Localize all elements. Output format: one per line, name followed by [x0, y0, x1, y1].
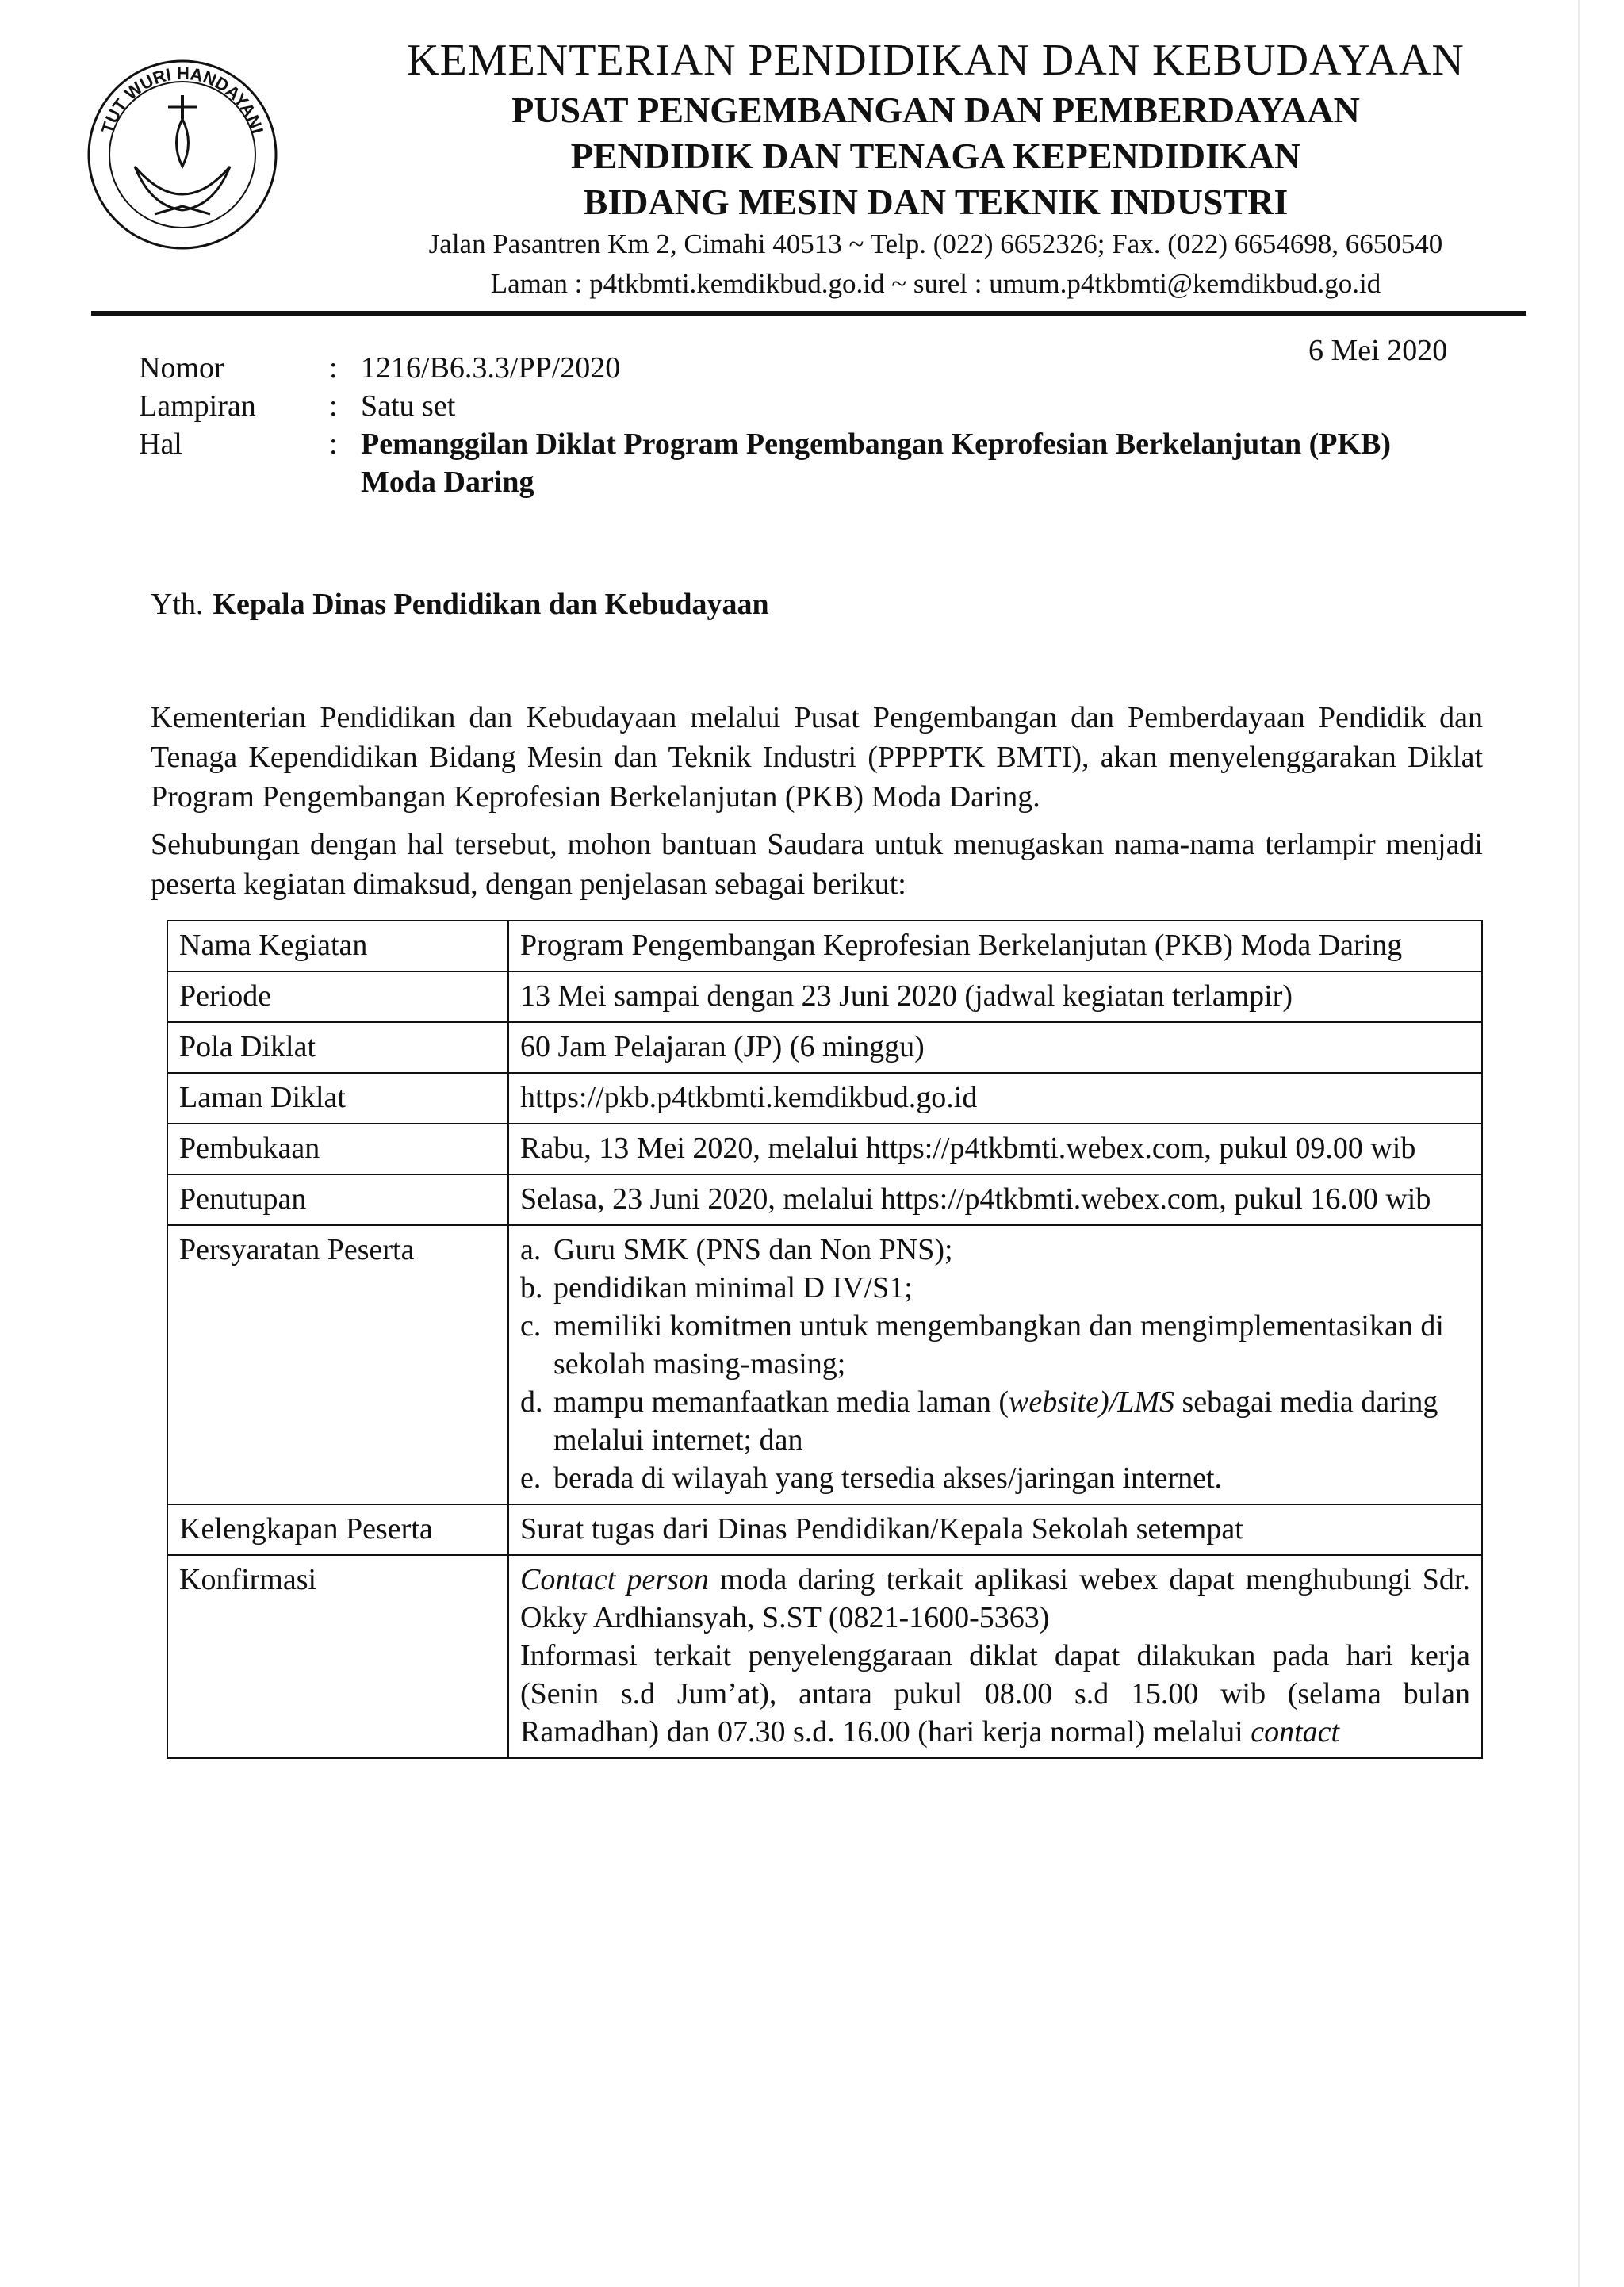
hal-value: Pemanggilan Diklat Program Pengembangan Keprofesian Berkelanjutan (PKB)	[361, 427, 1392, 461]
list-item	[520, 1269, 1470, 1307]
nama-kegiatan-value: Program Pengembangan Keprofesian Berkelanjutan (PKB) Moda Daring	[508, 921, 1482, 971]
letterhead-center-2: PENDIDIK DAN TENAGA KEPENDIDIKAN	[570, 136, 1301, 176]
requirement-d-italic: website)/LMS	[1009, 1385, 1174, 1419]
letterhead-address: Jalan Pasantren Km 2, Cimahi 40513 ~ Telp. (022) 6652326; Fax. (022) 6654698, 6650540	[428, 228, 1443, 259]
colon: :	[329, 427, 338, 461]
salutation-recipient: Kepala Dinas Pendidikan dan Kebudayaan	[213, 588, 769, 621]
penutupan-value: Selasa, 23 Juni 2020, melalui https://p4tkbmti.webex.com, pukul 16.00 wib	[508, 1174, 1482, 1225]
pola-diklat-label: Pola Diklat	[167, 1022, 508, 1073]
contact-italic: contact	[1251, 1715, 1340, 1749]
penutupan-label: Penutupan	[167, 1174, 508, 1225]
letterhead-ministry: KEMENTERIAN PENDIDIKAN DAN KEBUDAYAAN	[407, 36, 1465, 85]
requirement-d-1: mampu memanfaatkan media laman (	[553, 1385, 1009, 1419]
body-paragraph-1: Kementerian Pendidikan dan Kebudayaan melalui Pusat Pengembangan dan Pemberdayaan Pendidik dan Tenaga Kependidikan Bidang Mesin dan Teknik Industri (PPPPTK BMTI), akan menyelenggarakan Diklat Program Pengembangan Keprofesian Berkelanjutan (PKB) Moda Daring.	[151, 701, 1483, 814]
persyaratan-list-cell	[508, 1225, 1482, 1504]
persyaratan-label: Persyaratan Peserta	[167, 1225, 508, 1504]
requirement-c: memiliki komitmen untuk mengembangkan dan mengimplementasikan di sekolah masing-masing;	[553, 1309, 1444, 1381]
requirement-b: pendidikan minimal D IV/S1;	[553, 1271, 913, 1304]
table-row	[167, 971, 1482, 1022]
table-row	[167, 921, 1482, 971]
letterhead-web: Laman : p4tkbmti.kemdikbud.go.id ~ surel : umum.p4tkbmti@kemdikbud.go.id	[490, 268, 1381, 299]
lampiran-value: Satu set	[361, 389, 456, 423]
nomor-label: Nomor	[139, 351, 224, 385]
letter-date: 6 Mei 2020	[1308, 334, 1448, 367]
periode-value: 13 Mei sampai dengan 23 Juni 2020 (jadwal kegiatan terlampir)	[508, 971, 1482, 1022]
requirement-d-2: sebagai media daring melalui internet; dan	[553, 1385, 1438, 1457]
pembukaan-value: Rabu, 13 Mei 2020, melalui https://p4tkbmti.webex.com, pukul 09.00 wib	[508, 1124, 1482, 1174]
list-marker: b.	[520, 1271, 543, 1304]
periode-label: Periode	[167, 971, 508, 1022]
list-marker: e.	[520, 1461, 542, 1495]
logo-motto: TUT WURI HANDAYANI	[97, 63, 268, 136]
nama-kegiatan-label: Nama Kegiatan	[167, 921, 508, 971]
list-item	[520, 1459, 1470, 1497]
pola-diklat-value: 60 Jam Pelajaran (JP) (6 minggu)	[508, 1022, 1482, 1073]
tut-wuri-handayani-logo	[79, 48, 285, 254]
salutation-prefix: Yth.	[151, 588, 204, 621]
table-row	[167, 1555, 1482, 1758]
details-table	[167, 920, 1483, 1759]
colon: :	[329, 351, 338, 385]
list-marker: a.	[520, 1233, 542, 1266]
list-item	[520, 1383, 1470, 1459]
konfirmasi-label: Konfirmasi	[167, 1555, 508, 1758]
kelengkapan-value: Surat tugas dari Dinas Pendidikan/Kepala Sekolah setempat	[508, 1504, 1482, 1555]
info-text: Informasi terkait penyelenggaraan diklat dapat dilakukan pada hari kerja (Senin s.d Jum’at), antara pukul 08.00 s.d 15.00 wib (selama bulan Ramadhan) dan 07.30 s.d. 16.00 (hari kerja normal) melalui	[520, 1639, 1470, 1749]
table-row	[167, 1504, 1482, 1555]
konfirmasi-value	[508, 1555, 1482, 1758]
contact-person-text: moda daring terkait aplikasi webex dapat menghubungi Sdr. Okky Ardhiansyah, S.ST (0821-1600-5363)	[520, 1563, 1470, 1634]
list-item	[520, 1231, 1470, 1269]
salutation	[151, 587, 769, 622]
body-paragraph-2: Sehubungan dengan hal tersebut, mohon bantuan Saudara untuk menugaskan nama-nama terlampir menjadi peserta kegiatan dimaksud, dengan penjelasan sebagai berikut:	[151, 828, 1483, 901]
table-row	[167, 1022, 1482, 1073]
requirement-e: berada di wilayah yang tersedia akses/jaringan internet.	[553, 1461, 1223, 1495]
hal-label: Hal	[139, 427, 182, 461]
list-marker: c.	[520, 1309, 542, 1343]
lampiran-label: Lampiran	[139, 389, 256, 423]
table-row	[167, 1124, 1482, 1174]
letterhead-division: BIDANG MESIN DAN TEKNIK INDUSTRI	[583, 182, 1289, 222]
letterhead-center: PUSAT PENGEMBANGAN DAN PEMBERDAYAAN	[511, 90, 1360, 130]
letterhead-divider	[91, 311, 1526, 316]
list-marker: d.	[520, 1385, 543, 1419]
table-row	[167, 1225, 1482, 1504]
requirement-a: Guru SMK (PNS dan Non PNS);	[553, 1233, 953, 1266]
colon: :	[329, 389, 338, 423]
requirements-list	[520, 1231, 1470, 1497]
laman-diklat-value: https://pkb.p4tkbmti.kemdikbud.go.id	[508, 1073, 1482, 1124]
hal-value-cont: Moda Daring	[361, 465, 534, 499]
nomor-value: 1216/B6.3.3/PP/2020	[361, 351, 621, 385]
table-row	[167, 1073, 1482, 1124]
laman-diklat-label: Laman Diklat	[167, 1073, 508, 1124]
list-item	[520, 1307, 1470, 1383]
kelengkapan-label: Kelengkapan Peserta	[167, 1504, 508, 1555]
contact-person-italic: Contact person	[520, 1563, 709, 1596]
pembukaan-label: Pembukaan	[167, 1124, 508, 1174]
table-row	[167, 1174, 1482, 1225]
scan-edge	[1578, 0, 1580, 2287]
